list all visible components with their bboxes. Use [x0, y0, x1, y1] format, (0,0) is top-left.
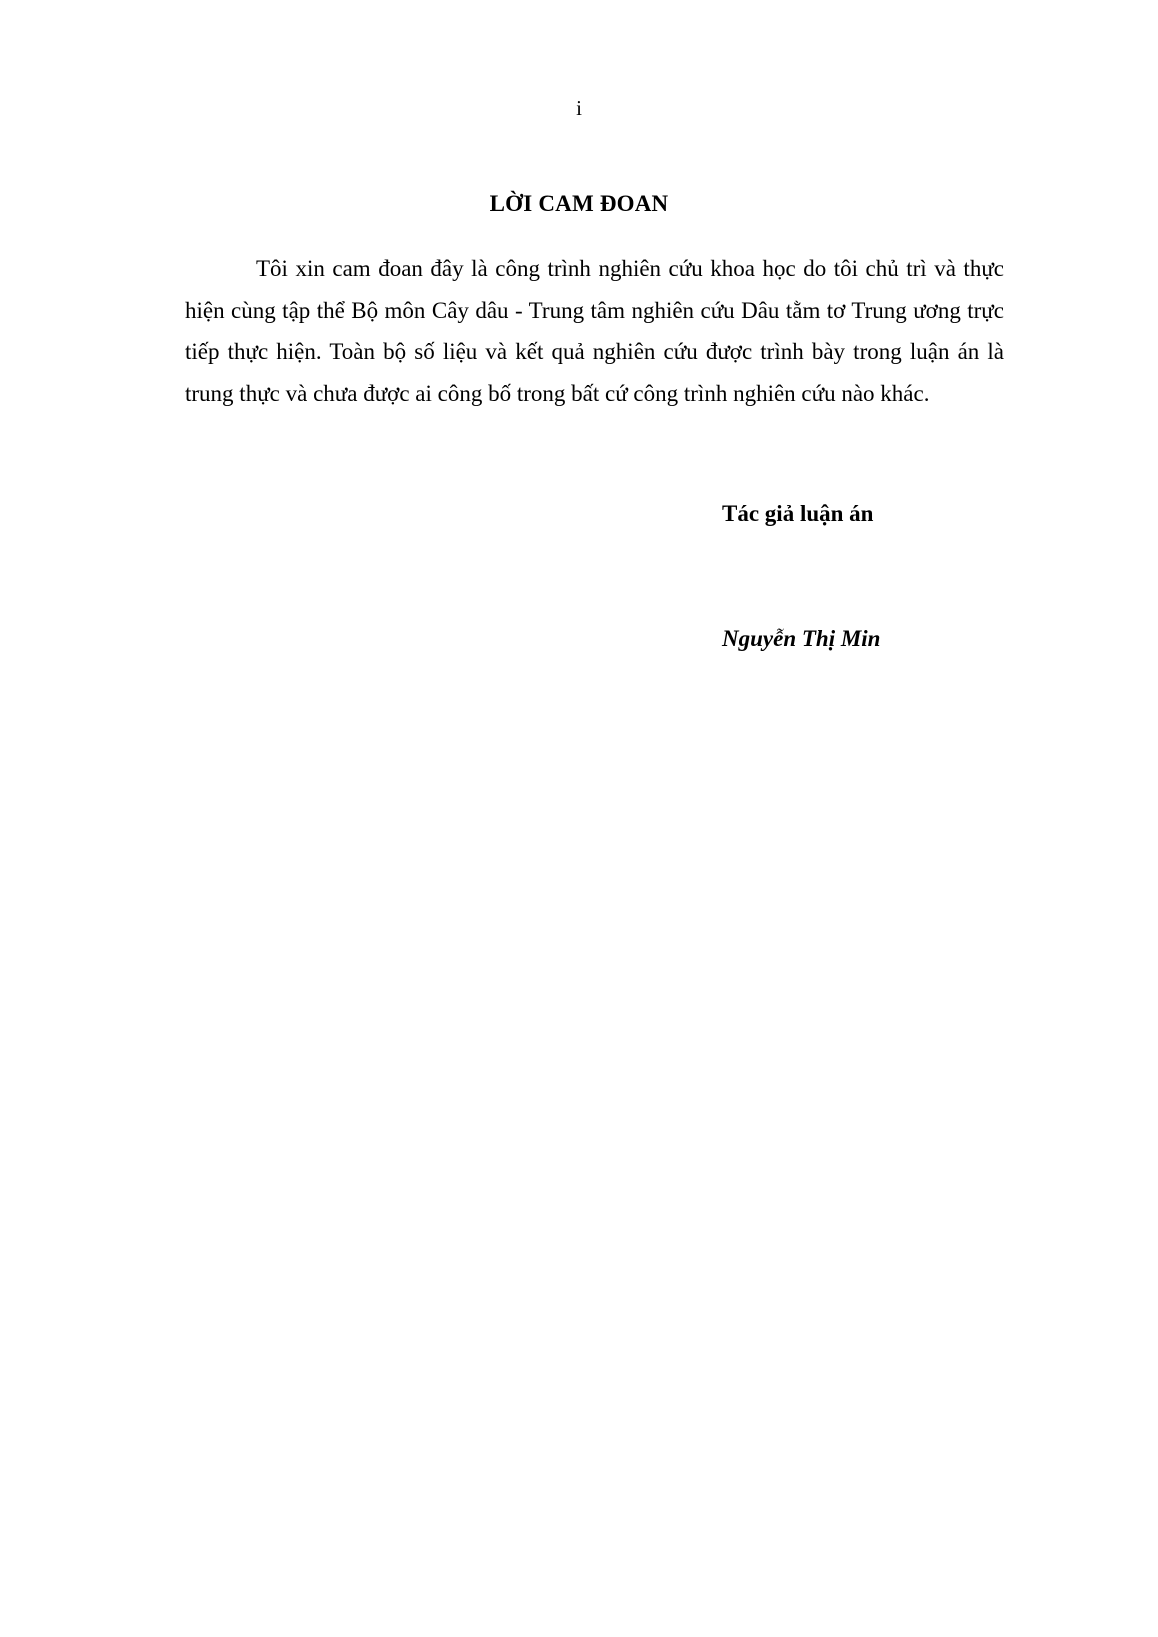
author-name: Nguyễn Thị Min	[722, 626, 881, 651]
author-label: Tác giả luận án	[722, 501, 874, 526]
page-title: LỜI CAM ĐOAN	[489, 191, 669, 216]
page-number: i	[576, 96, 582, 120]
declaration-paragraph: Tôi xin cam đoan đây là công trình nghiên cứu khoa học do tôi chủ trì và thực hiện cùng tập thể Bộ môn Cây dâu - Trung tâm nghiên cứu Dâu tằm tơ Trung ương trực tiếp thực hiện. Toàn bộ số liệu và kết quả nghiên cứu được trình bày trong luận án là trung thực và chưa được ai công bố trong bất cứ công trình nghiên cứu nào khác.	[185, 256, 1004, 406]
